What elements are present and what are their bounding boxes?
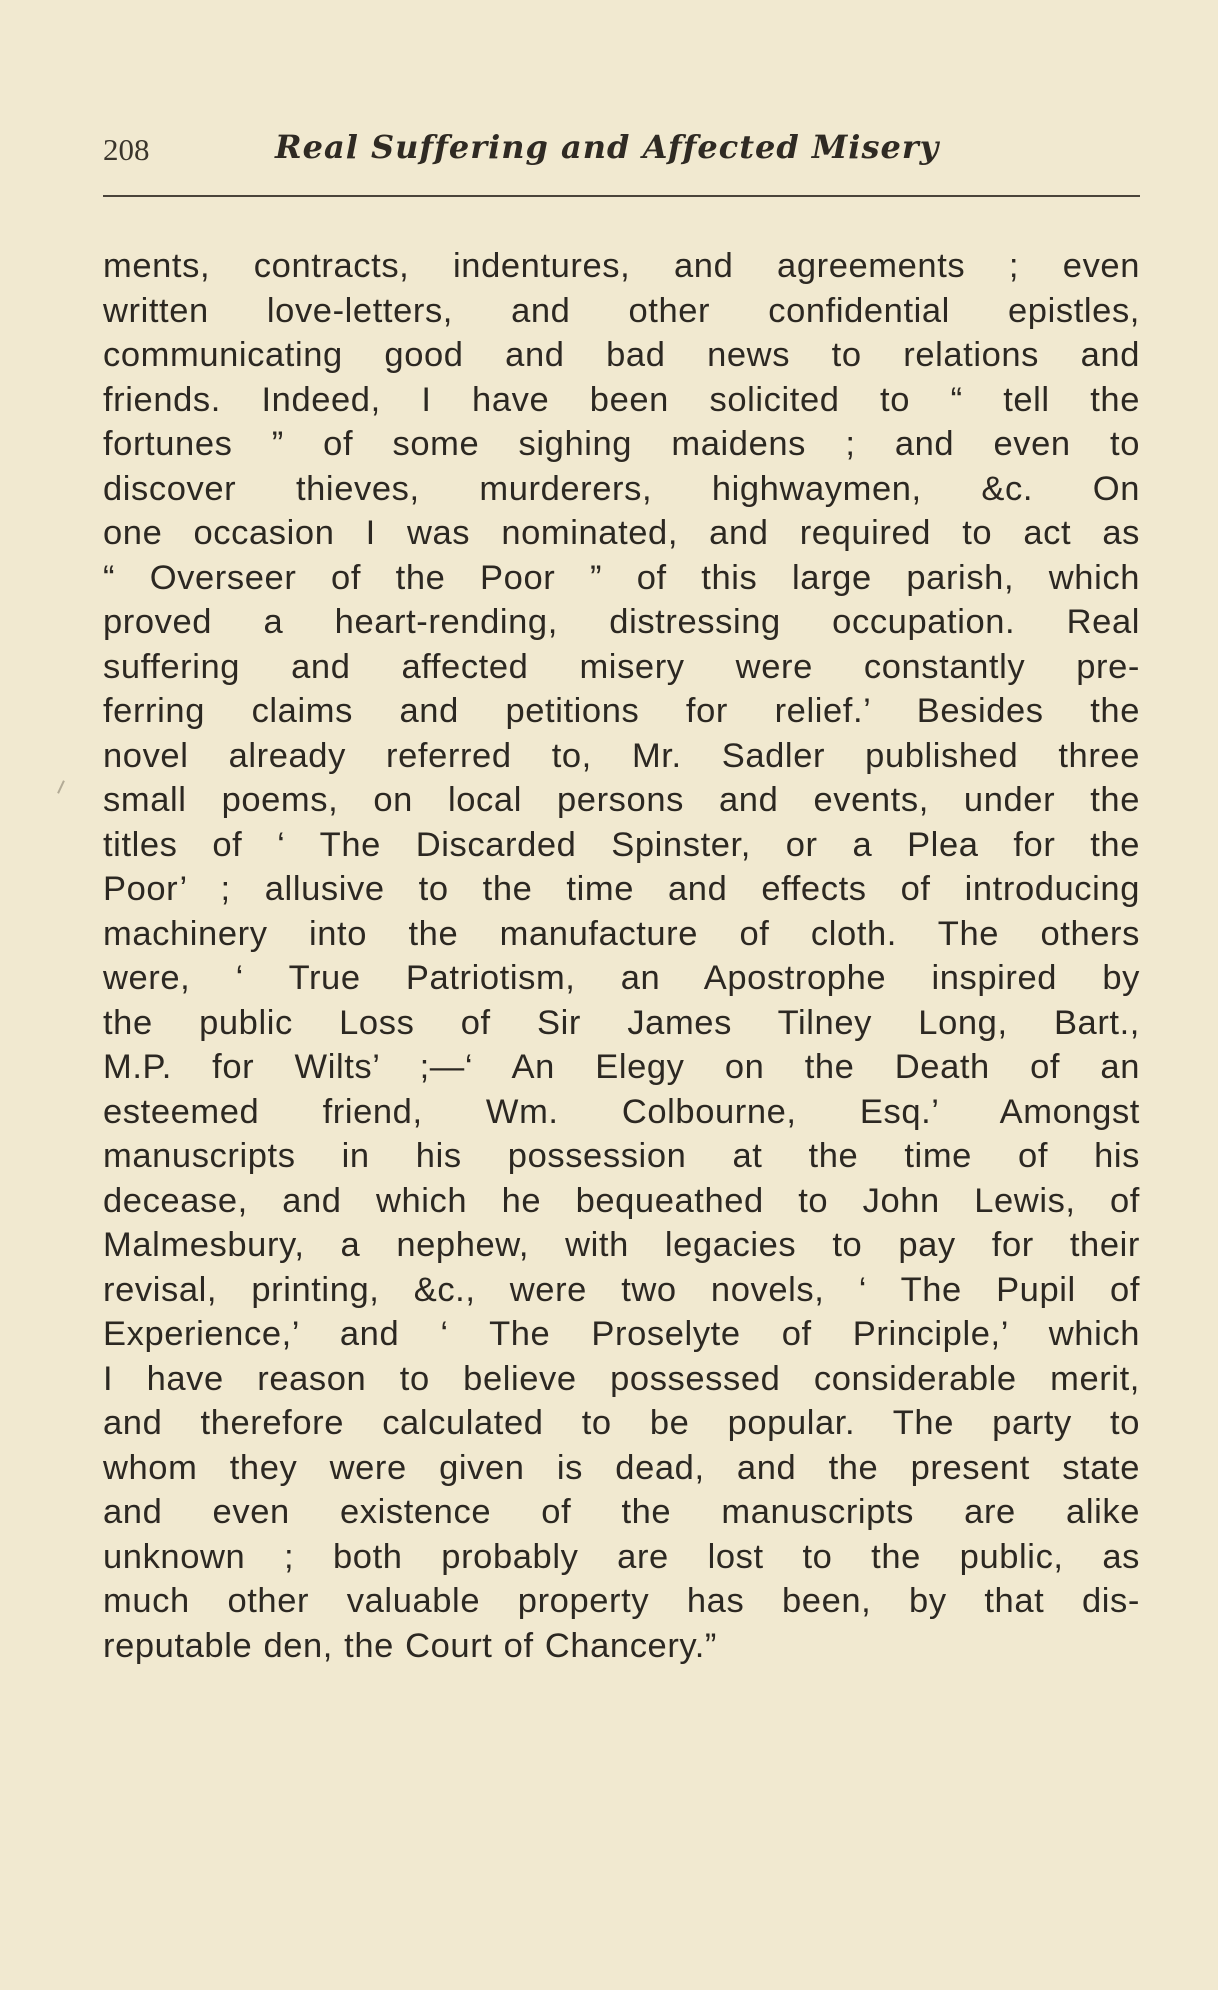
- text-line: one occasion I was nominated, and required to act as: [103, 514, 1140, 552]
- text-line: much other valuable property has been, by that dis-: [103, 1582, 1140, 1620]
- page-header: [103, 128, 1140, 184]
- text-line: “ Overseer of the Poor ” of this large parish, which: [103, 558, 1140, 597]
- text-line: manuscripts in his possession at the time of his: [103, 1137, 1140, 1175]
- text-line: esteemed friend, Wm. Colbourne, Esq.’ Amongst: [103, 1092, 1140, 1131]
- text-line: ferring claims and petitions for relief.’ Besides the: [103, 692, 1140, 730]
- text-line: Malmesbury, a nephew, with legacies to pay for their: [103, 1226, 1140, 1264]
- text-line: whom they were given is dead, and the present state: [103, 1448, 1140, 1487]
- header-rule: [103, 195, 1140, 197]
- text-line: were, ‘ True Patriotism, an Apostrophe inspired by: [103, 959, 1140, 997]
- text-line: Experience,’ and ‘ The Proselyte of Principle,’ which: [103, 1315, 1140, 1353]
- text-line: friends. Indeed, I have been solicited to “ tell the: [103, 380, 1140, 419]
- text-line: M.P. for Wilts’ ;—‘ An Elegy on the Death of an: [103, 1048, 1140, 1086]
- text-line: fortunes ” of some sighing maidens ; and even to: [103, 425, 1140, 463]
- text-line: and even existence of the manuscripts are alike: [103, 1493, 1140, 1531]
- text-line: novel already referred to, Mr. Sadler published three: [103, 736, 1140, 775]
- text-line: decease, and which he bequeathed to John Lewis, of: [103, 1181, 1140, 1220]
- text-line: and therefore calculated to be popular. The party to: [103, 1404, 1140, 1442]
- body-text: [103, 244, 1140, 1668]
- text-line: reputable den, the Court of Chancery.”: [103, 1626, 717, 1665]
- text-line: titles of ‘ The Discarded Spinster, or a Plea for the: [103, 825, 1140, 864]
- text-line: unknown ; both probably are lost to the public, as: [103, 1537, 1140, 1576]
- text-line: written love-letters, and other confidential epistles,: [103, 291, 1140, 330]
- text-line: proved a heart-rending, distressing occupation. Real: [103, 603, 1140, 641]
- text-line: communicating good and bad news to relations and: [103, 336, 1140, 374]
- text-line: discover thieves, murderers, highwaymen, &c. On: [103, 469, 1140, 508]
- text-line: Poor’ ; allusive to the time and effects of introducing: [103, 870, 1140, 908]
- text-line: the public Loss of Sir James Tilney Long, Bart.,: [103, 1003, 1140, 1042]
- text-line: I have reason to believe possessed considerable merit,: [103, 1359, 1140, 1398]
- text-line: ments, contracts, indentures, and agreements ; even: [103, 247, 1140, 285]
- text-line: revisal, printing, &c., were two novels, ‘ The Pupil of: [103, 1270, 1140, 1309]
- text-line: suffering and affected misery were constantly pre-: [103, 647, 1140, 686]
- text-line: small poems, on local persons and events, under the: [103, 781, 1140, 819]
- running-head: Real Suffering and Affected Misery: [275, 128, 940, 166]
- page-number: 208: [103, 132, 150, 167]
- margin-mark: [57, 780, 65, 794]
- text-line: machinery into the manufacture of cloth. The others: [103, 914, 1140, 953]
